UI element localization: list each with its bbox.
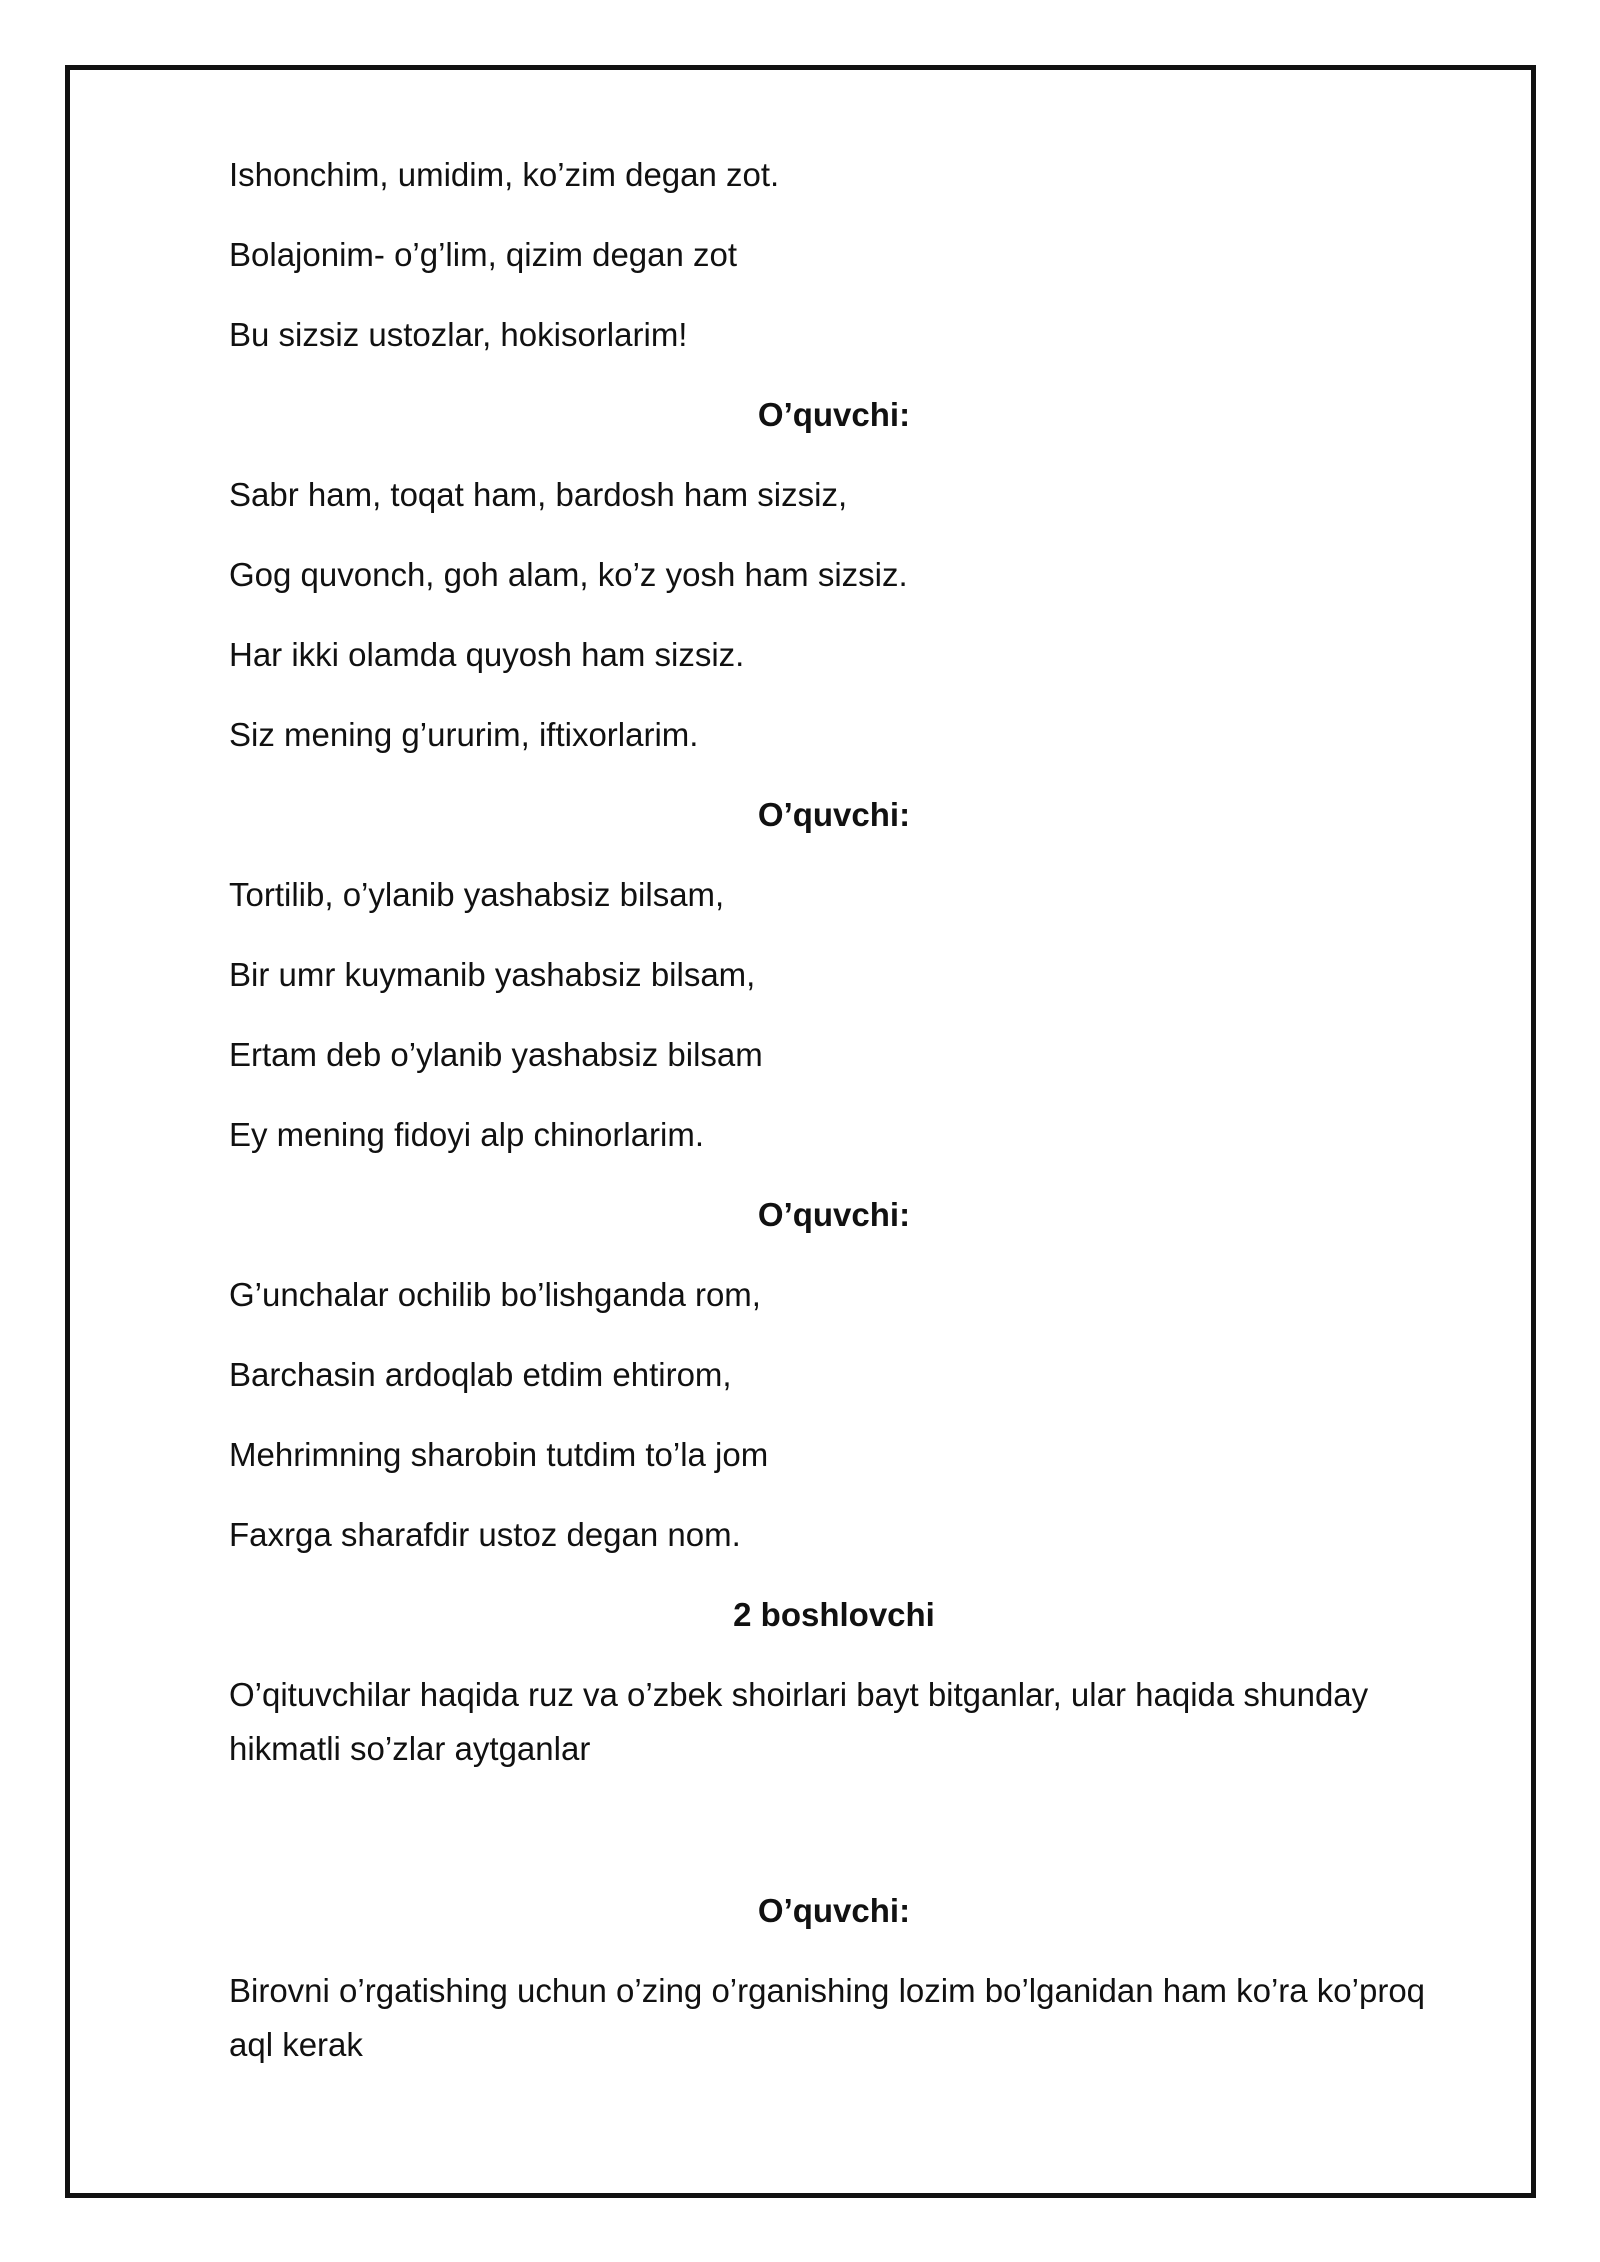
verse-line: Mehrimning sharobin tutdim to’la jom bbox=[229, 1436, 769, 1473]
verse-line: Sabr ham, toqat ham, bardosh ham sizsiz, bbox=[229, 476, 848, 513]
verse-line: Bir umr kuymanib yashabsiz bilsam, bbox=[229, 956, 756, 993]
body-paragraph: O’qituvchilar haqida ruz va o’zbek shoirlari bayt bitganlar, ular haqida shunday hikmatli so’zlar aytganlar bbox=[229, 1676, 1369, 1767]
speaker-heading: O’quvchi: bbox=[757, 1196, 911, 1233]
verse-line: Tortilib, o’ylanib yashabsiz bilsam, bbox=[229, 876, 725, 913]
verse-line: Bu sizsiz ustozlar, hokisorlarim! bbox=[229, 316, 688, 353]
verse-line: Ishonchim, umidim, ko’zim degan zot. bbox=[229, 156, 780, 193]
verse-line: Faxrga sharafdir ustoz degan nom. bbox=[229, 1516, 741, 1553]
document-body bbox=[229, 148, 1439, 2098]
verse-line: Barchasin ardoqlab etdim ehtirom, bbox=[229, 1356, 732, 1393]
verse-line: G’unchalar ochilib bo’lishganda rom, bbox=[229, 1276, 761, 1313]
verse-line: Bolajonim- o’g’lim, qizim degan zot bbox=[229, 236, 738, 273]
verse-line: Ertam deb o’ylanib yashabsiz bilsam bbox=[229, 1036, 763, 1073]
speaker-heading: O’quvchi: bbox=[757, 796, 911, 833]
presenter-heading: 2 boshlovchi bbox=[733, 1596, 935, 1633]
body-paragraph: Birovni o’rgatishing uchun o’zing o’rganishing lozim bo’lganidan ham ko’ra ko’proq aql kerak bbox=[229, 1972, 1426, 2063]
verse-line: Siz mening g’ururim, iftixorlarim. bbox=[229, 716, 699, 753]
verse-line: Har ikki olamda quyosh ham sizsiz. bbox=[229, 636, 745, 673]
blank-space bbox=[229, 1802, 1439, 1884]
verse-line: Gog quvonch, goh alam, ko’z yosh ham sizsiz. bbox=[229, 556, 908, 593]
speaker-heading: O’quvchi: bbox=[757, 396, 911, 433]
verse-line: Ey mening fidoyi alp chinorlarim. bbox=[229, 1116, 705, 1153]
speaker-heading: O’quvchi: bbox=[757, 1892, 911, 1929]
